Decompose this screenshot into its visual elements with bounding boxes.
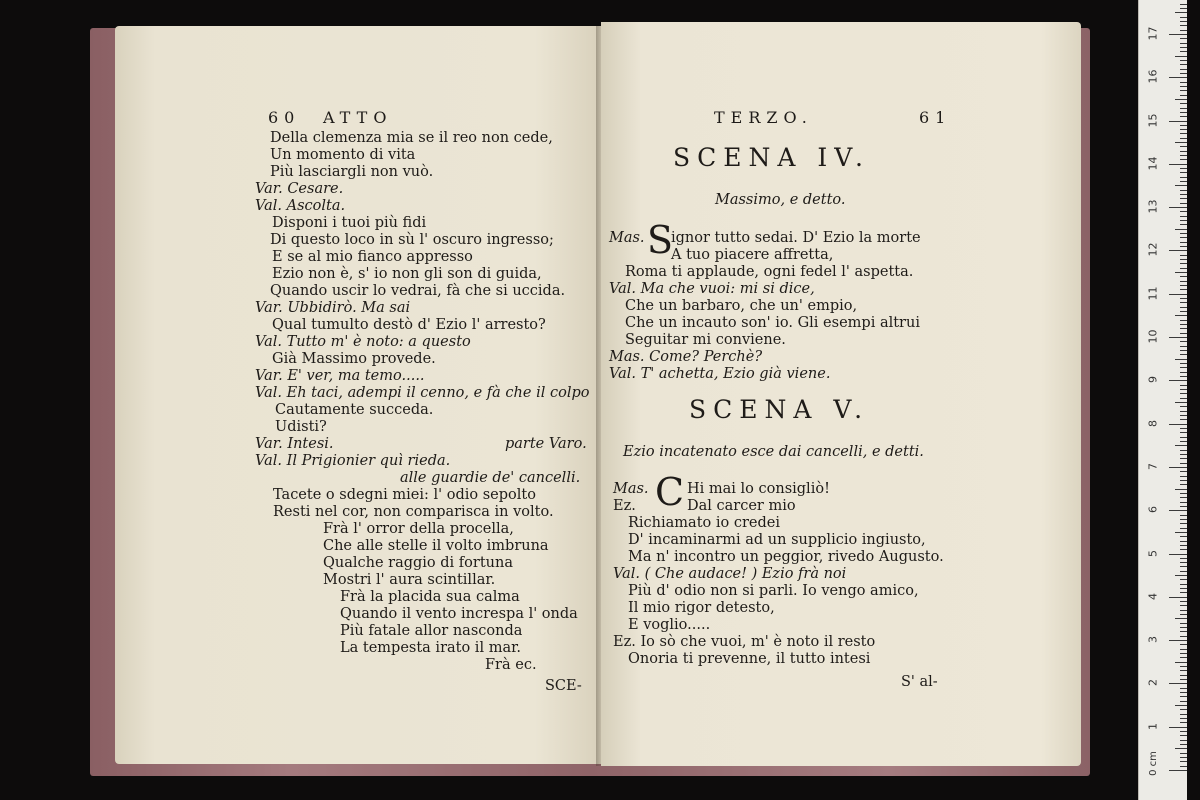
ruler-tick xyxy=(1169,683,1187,684)
ruler-tick xyxy=(1180,679,1187,680)
ruler-tick xyxy=(1180,484,1187,485)
ruler-tick xyxy=(1180,311,1187,312)
ruler-tick xyxy=(1180,103,1187,104)
ruler-tick xyxy=(1175,618,1187,619)
ruler-tick xyxy=(1180,341,1187,342)
ruler-tick xyxy=(1175,56,1187,57)
ruler-tick xyxy=(1180,95,1187,96)
ruler-tick xyxy=(1180,333,1187,334)
text-line: Ezio non è, s' io non gli son di guida, xyxy=(272,266,542,282)
ruler-tick xyxy=(1180,536,1187,537)
ruler-tick xyxy=(1180,21,1187,22)
verse-line: Più fatale allor nasconda xyxy=(340,623,523,639)
scene-4-cast: Massimo, e detto. xyxy=(715,192,846,208)
page-number: 60 xyxy=(268,108,301,127)
ruler-number: 14 xyxy=(1146,156,1160,171)
ruler-tick xyxy=(1180,116,1187,117)
text-line: Var. Cesare. xyxy=(255,181,344,197)
text-line: A tuo piacere affretta, xyxy=(671,247,834,263)
speaker: Ez. xyxy=(613,498,636,514)
da-capo: Frà ec. xyxy=(485,657,537,673)
ruler-tick xyxy=(1180,675,1187,676)
ruler-tick xyxy=(1180,376,1187,377)
ruler-tick xyxy=(1180,515,1187,516)
ruler-tick xyxy=(1180,653,1187,654)
ruler-tick xyxy=(1180,657,1187,658)
ruler-tick xyxy=(1180,670,1187,671)
text-line: Var. Intesi. xyxy=(255,436,334,452)
speaker: Mas. xyxy=(613,481,649,497)
ruler-tick xyxy=(1180,82,1187,83)
text-line: Che un barbaro, che un' empio, xyxy=(625,298,858,314)
verse-line: Qualche raggio di fortuna xyxy=(323,555,513,571)
ruler-tick xyxy=(1180,696,1187,697)
ruler-tick xyxy=(1180,69,1187,70)
ruler-tick xyxy=(1180,289,1187,290)
ruler-tick xyxy=(1169,770,1187,771)
drop-cap: S xyxy=(647,218,674,262)
text-line: Cautamente succeda. xyxy=(275,402,434,418)
ruler-tick xyxy=(1180,735,1187,736)
ruler-tick xyxy=(1180,25,1187,26)
ruler-tick xyxy=(1180,502,1187,503)
ruler-tick xyxy=(1169,510,1187,511)
text-line: Var. E' ver, ma temo..... xyxy=(255,368,425,384)
ruler-tick xyxy=(1180,579,1187,580)
ruler-tick xyxy=(1169,207,1187,208)
ruler-tick xyxy=(1180,255,1187,256)
ruler-tick xyxy=(1175,402,1187,403)
stage-direction: parte Varo. xyxy=(505,436,587,452)
ruler-tick xyxy=(1180,463,1187,464)
verse-line: Frà l' orror della procella, xyxy=(323,521,514,537)
ruler-tick xyxy=(1180,73,1187,74)
ruler-tick xyxy=(1169,640,1187,641)
text-line: Ez. Io sò che vuoi, m' è noto il resto xyxy=(613,634,876,650)
ruler-tick xyxy=(1180,38,1187,39)
ruler-tick xyxy=(1180,354,1187,355)
ruler-tick xyxy=(1180,129,1187,130)
ruler-tick xyxy=(1180,367,1187,368)
ruler-tick xyxy=(1180,761,1187,762)
text-line: Tacete o sdegni miei: l' odio sepolto xyxy=(273,487,536,503)
ruler-tick xyxy=(1180,437,1187,438)
ruler-number: 15 xyxy=(1146,113,1160,127)
ruler-tick xyxy=(1180,476,1187,477)
ruler-tick xyxy=(1180,43,1187,44)
ruler-tick xyxy=(1180,285,1187,286)
ruler-tick xyxy=(1180,146,1187,147)
measurement-ruler xyxy=(1138,0,1187,800)
ruler-tick xyxy=(1180,51,1187,52)
ruler-number: 7 xyxy=(1146,462,1160,470)
ruler-tick xyxy=(1180,601,1187,602)
ruler-tick xyxy=(1180,627,1187,628)
ruler-tick xyxy=(1180,389,1187,390)
ruler-tick xyxy=(1175,359,1187,360)
ruler-tick xyxy=(1169,337,1187,338)
ruler-tick xyxy=(1175,99,1187,100)
ruler-tick xyxy=(1180,324,1187,325)
ruler-tick xyxy=(1180,307,1187,308)
text-line: Roma ti applaude, ogni fedel l' aspetta. xyxy=(625,264,914,280)
verse-line: Mostri l' aura scintillar. xyxy=(323,572,496,588)
text-line: Della clemenza mia se il reo non cede, xyxy=(270,130,553,146)
text-line: D' incaminarmi ad un supplicio ingiusto, xyxy=(628,532,926,548)
ruler-tick xyxy=(1180,714,1187,715)
ruler-tick xyxy=(1180,372,1187,373)
ruler-tick xyxy=(1180,497,1187,498)
ruler-tick xyxy=(1180,480,1187,481)
ruler-tick xyxy=(1180,363,1187,364)
ruler-tick xyxy=(1180,614,1187,615)
ruler-tick xyxy=(1169,597,1187,598)
ruler-tick xyxy=(1180,718,1187,719)
ruler-tick xyxy=(1180,692,1187,693)
catchword: S' al- xyxy=(901,674,938,690)
ruler-tick xyxy=(1180,398,1187,399)
text-line: Onoria ti prevenne, il tutto intesi xyxy=(628,651,871,667)
ruler-number: 9 xyxy=(1146,376,1160,384)
ruler-tick xyxy=(1180,428,1187,429)
ruler-tick xyxy=(1180,60,1187,61)
ruler-tick xyxy=(1180,623,1187,624)
scene-4-title: SCENA IV. xyxy=(673,143,870,172)
ruler-tick xyxy=(1180,458,1187,459)
ruler-tick xyxy=(1180,541,1187,542)
ruler-tick xyxy=(1180,346,1187,347)
ruler-tick xyxy=(1180,528,1187,529)
ruler-tick xyxy=(1180,350,1187,351)
ruler-tick xyxy=(1180,558,1187,559)
ruler-tick xyxy=(1175,142,1187,143)
text-line: Val. T' achetta, Ezio già viene. xyxy=(609,366,831,382)
ruler-tick xyxy=(1169,250,1187,251)
ruler-number: 17 xyxy=(1146,26,1160,41)
text-line: Più lasciargli non vuò. xyxy=(270,164,434,180)
ruler-tick xyxy=(1180,610,1187,611)
speaker: Mas. xyxy=(609,230,645,246)
ruler-tick xyxy=(1175,532,1187,533)
ruler-tick xyxy=(1180,263,1187,264)
text-line: Più d' odio non si parli. Io vengo amico, xyxy=(628,583,919,599)
text-line: Seguitar mi conviene. xyxy=(625,332,786,348)
text-line: Val. Il Prigionier quì rieda. xyxy=(255,453,451,469)
ruler-tick xyxy=(1180,138,1187,139)
ruler-tick xyxy=(1180,493,1187,494)
ruler-tick xyxy=(1180,194,1187,195)
ruler-tick xyxy=(1180,523,1187,524)
text-line: Val. Ma che vuoi: mi si dice, xyxy=(609,281,815,297)
text-line: Il mio rigor detesto, xyxy=(628,600,775,616)
ruler-tick xyxy=(1175,315,1187,316)
ruler-tick xyxy=(1180,644,1187,645)
ruler-tick xyxy=(1180,411,1187,412)
ruler-tick xyxy=(1180,108,1187,109)
ruler-tick xyxy=(1180,302,1187,303)
ruler-tick xyxy=(1180,281,1187,282)
text-line: Che un incauto son' io. Gli esempi altrui xyxy=(625,315,920,331)
ruler-tick xyxy=(1180,8,1187,9)
ruler-tick xyxy=(1180,30,1187,31)
ruler-number: 11 xyxy=(1146,286,1160,301)
ruler-tick xyxy=(1180,4,1187,5)
ruler-unit-label: 0 cm xyxy=(1147,751,1159,776)
ruler-tick xyxy=(1169,424,1187,425)
ruler-tick xyxy=(1180,268,1187,269)
ruler-tick xyxy=(1175,445,1187,446)
ruler-tick xyxy=(1175,748,1187,749)
text-line: E se al mio fianco appresso xyxy=(272,249,473,265)
ruler-tick xyxy=(1180,328,1187,329)
running-head: ATTO xyxy=(323,108,393,127)
ruler-tick xyxy=(1180,605,1187,606)
ruler-tick xyxy=(1180,584,1187,585)
ruler-tick xyxy=(1180,432,1187,433)
left-page xyxy=(115,26,603,764)
ruler-tick xyxy=(1180,385,1187,386)
ruler-tick xyxy=(1175,229,1187,230)
verse-line: Frà la placida sua calma xyxy=(340,589,520,605)
ruler-tick xyxy=(1180,125,1187,126)
ruler-tick xyxy=(1180,220,1187,221)
ruler-tick xyxy=(1180,450,1187,451)
text-line: Dal carcer mio xyxy=(687,498,796,514)
ruler-tick xyxy=(1180,471,1187,472)
text-line: Hi mai lo consigliò! xyxy=(687,481,830,497)
ruler-number: 2 xyxy=(1146,679,1160,687)
ruler-tick xyxy=(1180,701,1187,702)
stage-direction: alle guardie de' cancelli. xyxy=(400,470,581,486)
verse-line: La tempesta irato il mar. xyxy=(340,640,522,656)
ruler-tick xyxy=(1180,216,1187,217)
catchword: SCE- xyxy=(545,678,582,694)
ruler-tick xyxy=(1180,159,1187,160)
ruler-tick xyxy=(1180,64,1187,65)
ruler-tick xyxy=(1180,211,1187,212)
ruler-tick xyxy=(1180,419,1187,420)
text-line: Val. Eh taci, adempi il cenno, e fà che il colpo xyxy=(255,385,590,401)
ruler-tick xyxy=(1180,722,1187,723)
text-line: Un momento di vita xyxy=(270,147,416,163)
ruler-tick xyxy=(1175,185,1187,186)
ruler-tick xyxy=(1180,298,1187,299)
drop-cap: C xyxy=(655,470,685,514)
ruler-tick xyxy=(1180,588,1187,589)
text-line: Val. Tutto m' è noto: a questo xyxy=(255,334,471,350)
verse-line: Che alle stelle il volto imbruna xyxy=(323,538,549,554)
ruler-tick xyxy=(1180,406,1187,407)
ruler-tick xyxy=(1175,705,1187,706)
ruler-tick xyxy=(1180,766,1187,767)
text-line: Disponi i tuoi più fidi xyxy=(272,215,427,231)
ruler-tick xyxy=(1180,415,1187,416)
ruler-number: 5 xyxy=(1146,549,1160,557)
text-line: Val. ( Che audace! ) Ezio frà noi xyxy=(613,566,847,582)
ruler-tick xyxy=(1169,727,1187,728)
ruler-tick xyxy=(1180,592,1187,593)
ruler-tick xyxy=(1169,77,1187,78)
running-head: TERZO. xyxy=(714,108,813,127)
text-line: Di questo loco in sù l' oscuro ingresso; xyxy=(270,232,554,248)
ruler-tick xyxy=(1180,320,1187,321)
text-line: Var. Ubbidirò. Ma sai xyxy=(255,300,411,316)
ruler-tick xyxy=(1180,666,1187,667)
text-line: Resti nel cor, non comparisca in volto. xyxy=(273,504,554,520)
ruler-tick xyxy=(1180,506,1187,507)
ruler-tick xyxy=(1180,172,1187,173)
ruler-tick xyxy=(1180,649,1187,650)
text-line: Richiamato io credei xyxy=(628,515,780,531)
ruler-tick xyxy=(1180,86,1187,87)
scene-5-title: SCENA V. xyxy=(689,395,870,424)
ruler-tick xyxy=(1180,688,1187,689)
ruler-number: 4 xyxy=(1146,592,1160,600)
ruler-tick xyxy=(1180,242,1187,243)
ruler-tick xyxy=(1180,198,1187,199)
ruler-tick xyxy=(1180,562,1187,563)
ruler-tick xyxy=(1180,740,1187,741)
ruler-tick xyxy=(1180,393,1187,394)
page-number: 61 xyxy=(919,108,952,127)
text-line: Udisti? xyxy=(275,419,327,435)
ruler-tick xyxy=(1180,133,1187,134)
text-line: Val. Ascolta. xyxy=(255,198,346,214)
ruler-tick xyxy=(1180,155,1187,156)
ruler-number: 10 xyxy=(1146,329,1160,344)
ruler-tick xyxy=(1180,441,1187,442)
ruler-tick xyxy=(1180,454,1187,455)
verse-line: Quando il vento increspa l' onda xyxy=(340,606,578,622)
ruler-number: 16 xyxy=(1146,69,1160,84)
ruler-tick xyxy=(1180,112,1187,113)
ruler-tick xyxy=(1180,744,1187,745)
text-line: Mas. Come? Perchè? xyxy=(609,349,763,365)
ruler-tick xyxy=(1169,34,1187,35)
ruler-tick xyxy=(1169,554,1187,555)
ruler-tick xyxy=(1169,467,1187,468)
ruler-number: 6 xyxy=(1146,506,1160,514)
ruler-tick xyxy=(1180,757,1187,758)
ruler-number: 1 xyxy=(1146,722,1160,730)
ruler-tick xyxy=(1180,224,1187,225)
text-line: Qual tumulto destò d' Ezio l' arresto? xyxy=(272,317,546,333)
ruler-tick xyxy=(1169,164,1187,165)
ruler-tick xyxy=(1180,177,1187,178)
ruler-tick xyxy=(1169,121,1187,122)
ruler-tick xyxy=(1180,709,1187,710)
ruler-tick xyxy=(1180,259,1187,260)
text-line: E voglio..... xyxy=(628,617,711,633)
ruler-tick xyxy=(1180,233,1187,234)
ruler-tick xyxy=(1175,12,1187,13)
ruler-tick xyxy=(1180,237,1187,238)
ruler-tick xyxy=(1180,190,1187,191)
ruler-tick xyxy=(1180,753,1187,754)
ruler-tick xyxy=(1180,519,1187,520)
ruler-tick xyxy=(1180,571,1187,572)
ruler-tick xyxy=(1180,731,1187,732)
ruler-tick xyxy=(1180,631,1187,632)
ruler-tick xyxy=(1180,181,1187,182)
ruler-number: 8 xyxy=(1146,419,1160,427)
ruler-tick xyxy=(1175,662,1187,663)
ruler-number: 13 xyxy=(1146,199,1160,214)
ruler-tick xyxy=(1180,549,1187,550)
right-page xyxy=(601,22,1081,766)
text-line: Ma n' incontro un peggior, rivedo Augusto. xyxy=(628,549,944,565)
ruler-tick xyxy=(1175,575,1187,576)
ruler-tick xyxy=(1180,545,1187,546)
ruler-tick xyxy=(1180,636,1187,637)
ruler-tick xyxy=(1180,168,1187,169)
ruler-tick xyxy=(1169,294,1187,295)
ruler-tick xyxy=(1180,566,1187,567)
ruler-tick xyxy=(1180,203,1187,204)
ruler-tick xyxy=(1175,272,1187,273)
ruler-number: 3 xyxy=(1146,636,1160,644)
text-line: ignor tutto sedai. D' Ezio la morte xyxy=(671,230,921,246)
ruler-tick xyxy=(1180,90,1187,91)
scene-5-cast: Ezio incatenato esce dai cancelli, e detti. xyxy=(623,444,924,460)
ruler-tick xyxy=(1180,276,1187,277)
ruler-tick xyxy=(1175,489,1187,490)
text-line: Già Massimo provede. xyxy=(272,351,436,367)
ruler-tick xyxy=(1180,246,1187,247)
text-line: Quando uscir lo vedrai, fà che si uccida. xyxy=(270,283,566,299)
ruler-tick xyxy=(1180,17,1187,18)
ruler-tick xyxy=(1180,47,1187,48)
ruler-tick xyxy=(1180,151,1187,152)
ruler-tick xyxy=(1169,380,1187,381)
ruler-number: 12 xyxy=(1146,242,1160,257)
